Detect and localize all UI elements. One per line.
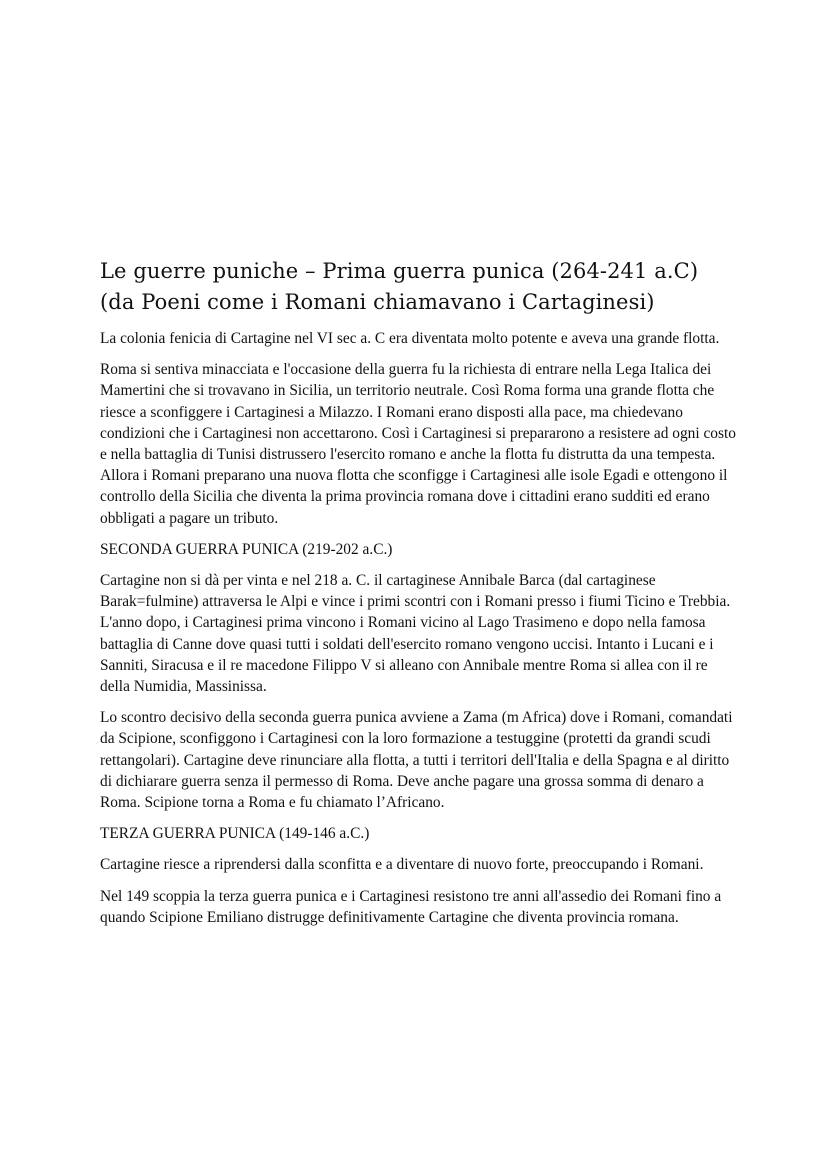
paragraph-third-war-end: Nel 149 scoppia la terza guerra punica e i Cartaginesi resistono tre anni all'assedio dei Romani fino a quando Scipione Emiliano distrugge definitivamente Cartagine che diventa provincia romana. (100, 887, 722, 926)
paragraph-intro: La colonia fenicia di Cartagine nel VI sec a. C era diventata molto potente e aveva una grande flotta. (100, 330, 720, 347)
document-title: Le guerre puniche – Prima guerra punica (264-241 a.C) (da Poeni come i Romani chiamavano i Cartaginesi) (100, 259, 699, 314)
paragraph-second-war: Cartagine non si dà per vinta e nel 218 a. C. il cartaginese Annibale Barca (dal cartaginese Barak=fulmine) attraversa le Alpi e vince i primi scontri con i Romani presso i fiumi Ticino e Trebbia. L'anno dopo, i Cartaginesi prima vincono i Romani vicino al Lago Trasimeno e dopo nella famosa battaglia di Canne dove quasi tutti i soldati dell'esercito romano vengono uccisi. Intanto i Lucani e i Sanniti, Siracusa e il re macedone Filippo V si alleano con Annibale mentre Roma si allea con il re della Numidia, Massinissa. (100, 572, 731, 696)
section-heading-second-war: SECONDA GUERRA PUNICA (219-202 a.C.) (100, 540, 393, 558)
document-page (100, 256, 736, 938)
paragraph-third-war-intro: Cartagine riesce a riprendersi dalla sconfitta e a diventare di nuovo forte, preoccupando i Romani. (100, 856, 704, 874)
paragraph-first-war: Roma si sentiva minacciata e l'occasione della guerra fu la richiesta di entrare nella Lega Italica dei Mamertini che si trovavano in Sicilia, un territorio neutrale. Così Roma forma una grande flotta che riesce a sconfiggere i Cartaginesi a Milazzo. I Romani erano disposti alla pace, ma chiedevano condizioni che i Cartaginesi non accettarono. Così i Cartaginesi si prepararono a resistere ad ogni costo e nella battaglia di Tunisi distrussero l'esercito romano e anche la flotta fu distrutta da una tempesta. Allora i Romani preparano una nuova flotta che sconfigge i Cartaginesi alle isole Egadi e ottengono il controllo della Sicilia che diventa la prima provincia romana dove i cittadini erano sudditi ed erano obbligati a pagare un tributo. (100, 361, 736, 527)
paragraph-zama: Lo scontro decisivo della seconda guerra punica avviene a Zama (m Africa) dove i Romani, comandati da Scipione, sconfiggono i Cartaginesi con la loro formazione a testuggine (protetti da grandi scudi rettangolari). Cartagine deve rinunciare alla flotta, a tutti i territori dell'Italia e della Spagna e al diritto di dichiarare guerra senza il permesso di Roma. Deve anche pagare una grossa somma di denaro a Roma. Scipione torna a Roma e fu chiamato l’Africano. (100, 709, 733, 812)
section-heading-third-war: TERZA GUERRA PUNICA (149-146 a.C.) (100, 825, 370, 843)
